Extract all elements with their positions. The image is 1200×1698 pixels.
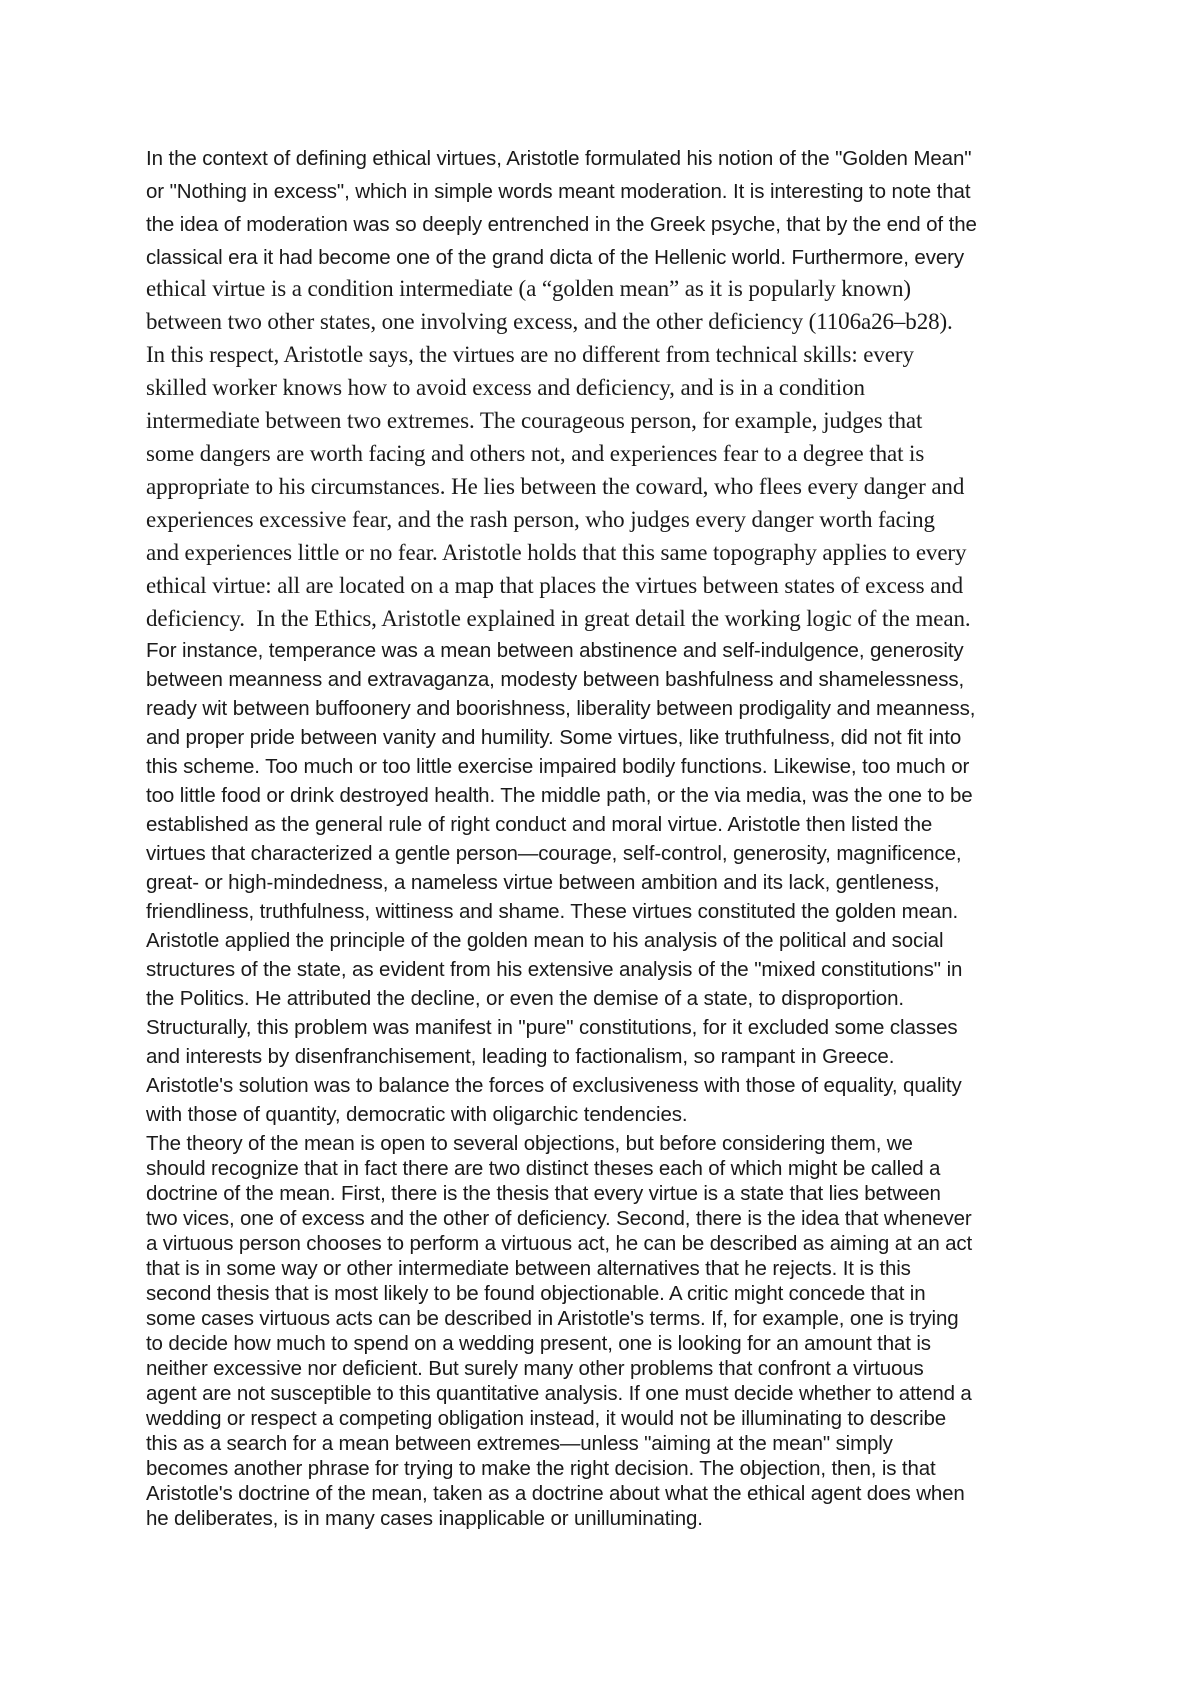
text-line: For instance, temperance was a mean between abstinence and self-indulgence, generosity [146,639,964,662]
text-line: some dangers are worth facing and others not, and experiences fear to a degree that is [146,441,925,466]
text-line: that is in some way or other intermediate between alternatives that he rejects. It is this [146,1257,911,1280]
text-line: ethical virtue is a condition intermediate (a “golden mean” as it is popularly known) [146,276,911,301]
text-line: appropriate to his circumstances. He lies between the coward, who flees every danger and [146,474,965,499]
text-line: should recognize that in fact there are two distinct theses each of which might be called a [146,1157,941,1180]
text-line: agent are not susceptible to this quantitative analysis. If one must decide whether to attend a [146,1382,972,1405]
text-line: a virtuous person chooses to perform a virtuous act, he can be described as aiming at an act [146,1232,973,1255]
text-line: and experiences little or no fear. Aristotle holds that this same topography applies to every [146,540,967,565]
text-line: wedding or respect a competing obligation instead, it would not be illuminating to describe [146,1407,947,1430]
text-line: the Politics. He attributed the decline, or even the demise of a state, to disproportion. [146,987,905,1010]
text-line: this scheme. Too much or too little exercise impaired bodily functions. Likewise, too much or [146,755,970,778]
text-line: or "Nothing in excess", which in simple words meant moderation. It is interesting to note that [146,180,971,203]
text-line: classical era it had become one of the grand dicta of the Hellenic world. Furthermore, every [146,246,965,269]
text-line: with those of quantity, democratic with oligarchic tendencies. [146,1103,688,1126]
text-line: Aristotle's doctrine of the mean, taken as a doctrine about what the ethical agent does when [146,1482,965,1505]
text-line: established as the general rule of right conduct and moral virtue. Aristotle then listed the [146,813,933,836]
text-line: between meanness and extravaganza, modesty between bashfulness and shamelessness, [146,668,965,691]
text-line: skilled worker knows how to avoid excess and deficiency, and is in a condition [146,375,865,400]
text-line: deficiency. In the Ethics, Aristotle explained in great detail the working logic of the mean. [146,606,971,631]
text-line: ethical virtue: all are located on a map that places the virtues between states of excess and [146,573,964,598]
text-line: two vices, one of excess and the other of deficiency. Second, there is the idea that whenever [146,1207,972,1230]
text-line: structures of the state, as evident from his extensive analysis of the "mixed constitutions" in [146,958,963,981]
text-line: this as a search for a mean between extremes—unless "aiming at the mean" simply [146,1432,893,1455]
text-line: doctrine of the mean. First, there is the thesis that every virtue is a state that lies between [146,1182,941,1205]
text-line: the idea of moderation was so deeply entrenched in the Greek psyche, that by the end of the [146,213,977,236]
text-line: In the context of defining ethical virtues, Aristotle formulated his notion of the "Golden Mean" [146,147,972,170]
text-line: Aristotle's solution was to balance the forces of exclusiveness with those of equality, quality [146,1074,962,1097]
text-line: friendliness, truthfulness, wittiness and shame. These virtues constituted the golden mean. [146,900,959,923]
text-line: second thesis that is most likely to be found objectionable. A critic might concede that in [146,1282,926,1305]
text-line: and proper pride between vanity and humility. Some virtues, like truthfulness, did not fit into [146,726,962,749]
text-line: neither excessive nor deficient. But surely many other problems that confront a virtuous [146,1357,924,1380]
text-line: virtues that characterized a gentle person—courage, self-control, generosity, magnificence, [146,842,962,865]
text-line: Structurally, this problem was manifest in "pure" constitutions, for it excluded some classes [146,1016,958,1039]
text-line: too little food or drink destroyed health. The middle path, or the via media, was the one to be [146,784,973,807]
text-line: intermediate between two extremes. The courageous person, for example, judges that [146,408,923,433]
text-line: to decide how much to spend on a wedding present, one is looking for an amount that is [146,1332,931,1355]
text-line: ready wit between buffoonery and boorishness, liberality between prodigality and meanness, [146,697,976,720]
text-line: becomes another phrase for trying to make the right decision. The objection, then, is that [146,1457,936,1480]
text-line: some cases virtuous acts can be described in Aristotle's terms. If, for example, one is trying [146,1307,959,1330]
text-line: experiences excessive fear, and the rash person, who judges every danger worth facing [146,507,935,532]
text-line: he deliberates, is in many cases inapplicable or unilluminating. [146,1507,703,1530]
text-line: between two other states, one involving excess, and the other deficiency (1106a26–b28). [146,309,953,334]
text-line: Aristotle applied the principle of the golden mean to his analysis of the political and social [146,929,944,952]
text-line: In this respect, Aristotle says, the virtues are no different from technical skills: every [146,342,914,367]
text-line: great- or high-mindedness, a nameless virtue between ambition and its lack, gentleness, [146,871,940,894]
text-line: The theory of the mean is open to several objections, but before considering them, we [146,1132,913,1155]
text-line: and interests by disenfranchisement, leading to factionalism, so rampant in Greece. [146,1045,895,1068]
